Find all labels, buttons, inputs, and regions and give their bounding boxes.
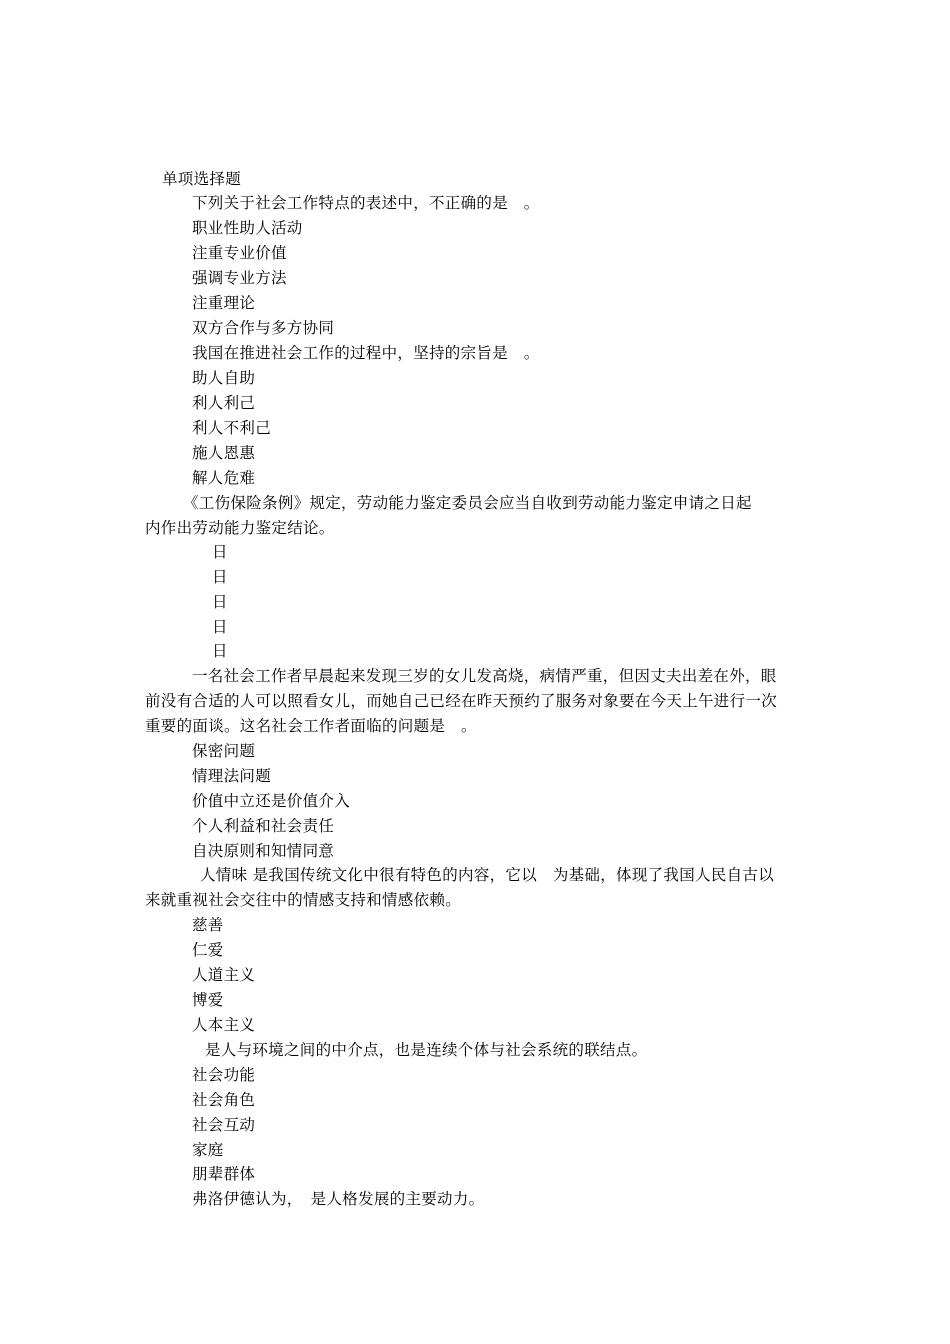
question-6-option: 社会互动: [192, 1116, 256, 1134]
question-4-stem-line3: 重要的面谈。这名社会工作者面临的问题是 。: [145, 717, 477, 735]
question-6-stem: 是人与环境之间的中介点，也是连续个体与社会系统的联结点。: [205, 1041, 648, 1059]
question-4-option: 保密问题: [192, 742, 256, 760]
question-5-option: 人本主义: [192, 1016, 256, 1034]
question-4-stem-line2: 前没有合适的人可以照看女儿，而她自己已经在昨天预约了服务对象要在今天上午进行一次: [145, 692, 778, 710]
question-1-option: 注重专业价值: [192, 244, 287, 262]
section-title: 单项选择题: [162, 170, 242, 188]
question-3-option: 日: [212, 618, 228, 636]
question-3-option: 日: [212, 543, 228, 561]
question-6-option: 家庭: [192, 1141, 224, 1159]
question-3-stem-line1: 《工伤保险条例》规定，劳动能力鉴定委员会应当自收到劳动能力鉴定申请之日起: [183, 494, 752, 512]
question-1-stem: 下列关于社会工作特点的表述中，不正确的是 。: [192, 194, 540, 212]
question-6-option: 社会功能: [192, 1066, 256, 1084]
question-5-stem-line2: 来就重视社会交往中的情感支持和情感依赖。: [145, 891, 462, 909]
question-2-option: 解人危难: [192, 469, 256, 487]
question-4-option: 情理法问题: [192, 767, 272, 785]
question-6-option: 朋辈群体: [192, 1165, 256, 1183]
question-2-stem: 我国在推进社会工作的过程中，坚持的宗旨是 。: [192, 344, 540, 362]
question-5-stem-line1: 人情味 是我国传统文化中很有特色的内容，它以 为基础，体现了我国人民自古以: [200, 866, 775, 884]
question-1-option: 职业性助人活动: [192, 219, 303, 237]
question-6-option: 社会角色: [192, 1091, 256, 1109]
question-5-option: 博爱: [192, 991, 224, 1009]
question-3-stem-line2: 内作出劳动能力鉴定结论。: [145, 519, 335, 537]
question-2-option: 助人自助: [192, 369, 256, 387]
question-3-option: 日: [212, 593, 228, 611]
question-2-option: 利人不利己: [192, 419, 272, 437]
question-1-option: 注重理论: [192, 294, 256, 312]
question-4-stem-line1: 一名社会工作者早晨起来发现三岁的女儿发高烧，病情严重，但因丈夫出差在外，眼: [192, 667, 777, 685]
question-4-option: 自决原则和知情同意: [192, 842, 335, 860]
question-3-option: 日: [212, 568, 228, 586]
question-2-option: 施人恩惠: [192, 444, 256, 462]
question-5-option: 慈善: [192, 916, 224, 934]
question-7-stem: 弗洛伊德认为， 是人格发展的主要动力。: [192, 1190, 485, 1208]
question-1-option: 双方合作与多方协同: [192, 319, 335, 337]
question-3-option: 日: [212, 642, 228, 660]
question-4-option: 价值中立还是价值介入: [192, 792, 351, 810]
question-1-option: 强调专业方法: [192, 269, 287, 287]
question-2-option: 利人利己: [192, 394, 256, 412]
question-5-option: 仁爱: [192, 941, 224, 959]
question-5-option: 人道主义: [192, 966, 256, 984]
question-4-option: 个人利益和社会责任: [192, 817, 335, 835]
